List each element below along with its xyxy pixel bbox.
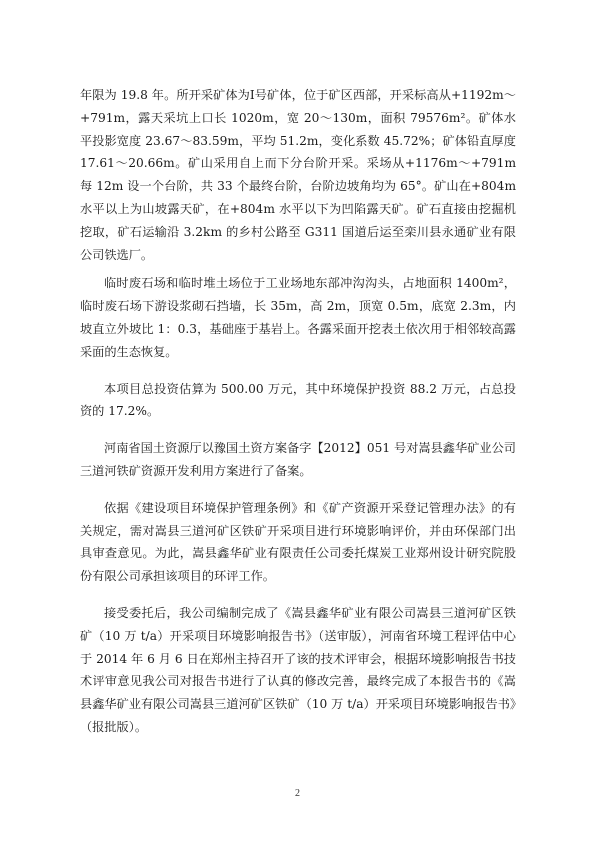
paragraph-waste-dump: 临时废石场和临时堆土场位于工业场地东部冲沟沟头，占地面积 1400m²，临时废石场下游设浆砌石挡墙，长 35m，高 2m，顶宽 0.5m，底宽 2.3m，内坡直立外坡比 1：0.3，基础座于基岩上。各露采面开挖表土依次用于相邻较高露采面的生态恢复。 <box>80 276 516 359</box>
page-number: 2 <box>295 788 300 799</box>
paragraph-filing: 河南省国土资源厅以豫国土资方案备字【2012】051 号对嵩县鑫华矿业公司三道河铁矿资源开发利用方案进行了备案。 <box>80 441 516 478</box>
paragraph-mine-overview: 年限为 19.8 年。所开采矿体为Ⅰ号矿体，位于矿区西部，开采标高从+1192m～+791m，露天采坑上口长 1020m，宽 20～130m，面积 79576m²。矿体水平投影宽度 23.67～83.59m，平均 51.2m，变化系数 45.72%；矿体铅直厚度 17.61～20.66m。矿山采用自上而下分台阶开采。采场从+1176m～+791m 每 12m 设一个台阶，共 33 个最终台阶，台阶边坡角均为 65°。矿山在+804m 水平以上为山坡露天矿，在+804m 水平以下为凹陷露天矿。矿石直接由挖掘机挖取，矿石运输沿 3.2km 的乡村公路至 G311 国道后运至栾川县永通矿业有限公司铁选厂。 <box>80 88 516 262</box>
paragraph-regulations: 依据《建设项目环境保护管理条例》和《矿产资源开采登记管理办法》的有关规定，需对嵩县三道河矿区铁矿开采项目进行环境影响评价，并由环保部门出具审查意见。为此，嵩县鑫华矿业有限责任公司委托煤炭工业郑州设计研究院股份有限公司承担该项目的环评工作。 <box>80 500 516 584</box>
paragraph-report-completion: 接受委托后，我公司编制完成了《嵩县鑫华矿业有限公司嵩县三道河矿区铁矿（10 万 t/a）开采项目环境影响报告书》（送审版），河南省环境工程评估中心于 2014 年 6 月 6 日在郑州主持召开了该的技术评审会，根据环境影响报告书技术评审意见我公司对报告书进行了认真的修改完善，最终完成了本报告书的《嵩县鑫华矿业有限公司嵩县三道河矿区铁矿（10 万 t/a）开采项目环境影响报告书》（报批版）。 <box>80 605 516 734</box>
paragraph-investment: 本项目总投资估算为 500.00 万元，其中环境保护投资 88.2 万元，占总投资的 17.2%。 <box>80 381 516 419</box>
document-body <box>80 84 516 753</box>
